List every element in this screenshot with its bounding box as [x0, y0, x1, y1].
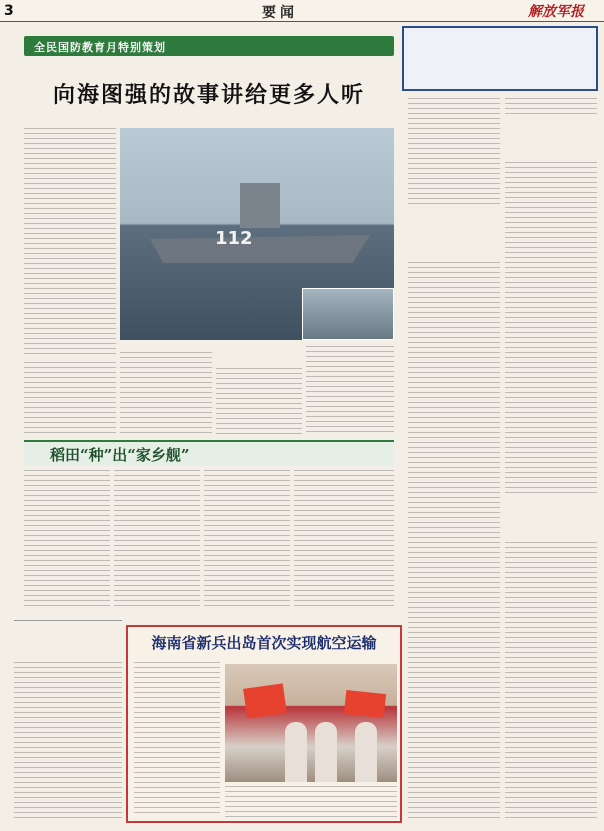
sub-article-body-1 [24, 470, 110, 610]
lead-body-column-2 [120, 352, 212, 434]
lead-body-column-3 [216, 368, 302, 434]
right-body-1 [408, 98, 500, 206]
airport-recruits-photo [225, 664, 397, 782]
hainan-body-2 [225, 786, 397, 818]
top-right-story-box [402, 26, 598, 91]
sub-article-body-4 [294, 470, 394, 610]
left-story-body [14, 662, 122, 822]
right-body-2 [408, 262, 500, 822]
right-body-4 [505, 162, 597, 496]
lead-body-column-1 [24, 128, 116, 358]
section-title: 要闻 [262, 5, 298, 21]
inset-photo [302, 288, 394, 340]
lead-body-column-1b [24, 362, 116, 434]
sub-article-body-2 [114, 470, 200, 610]
page-number: 3 [4, 3, 14, 19]
special-report-label: 全民国防教育月特别策划 [34, 41, 166, 54]
hainan-body-1 [134, 662, 220, 816]
hainan-headline: 海南省新兵出岛首次实现航空运输 [151, 634, 377, 652]
divider [14, 620, 122, 621]
lead-body-column-4 [306, 346, 394, 434]
masthead [0, 0, 604, 22]
right-body-3 [505, 98, 597, 118]
hull-number: 112 [215, 228, 253, 249]
right-body-5 [505, 542, 597, 822]
newspaper-logo: 解放军报 [528, 4, 584, 20]
lead-headline: 向海图强的故事讲给更多人听 [52, 82, 365, 108]
sub-article-body-3 [204, 470, 290, 610]
sub-article-headline: 稻田“种”出“家乡舰” [50, 446, 190, 464]
